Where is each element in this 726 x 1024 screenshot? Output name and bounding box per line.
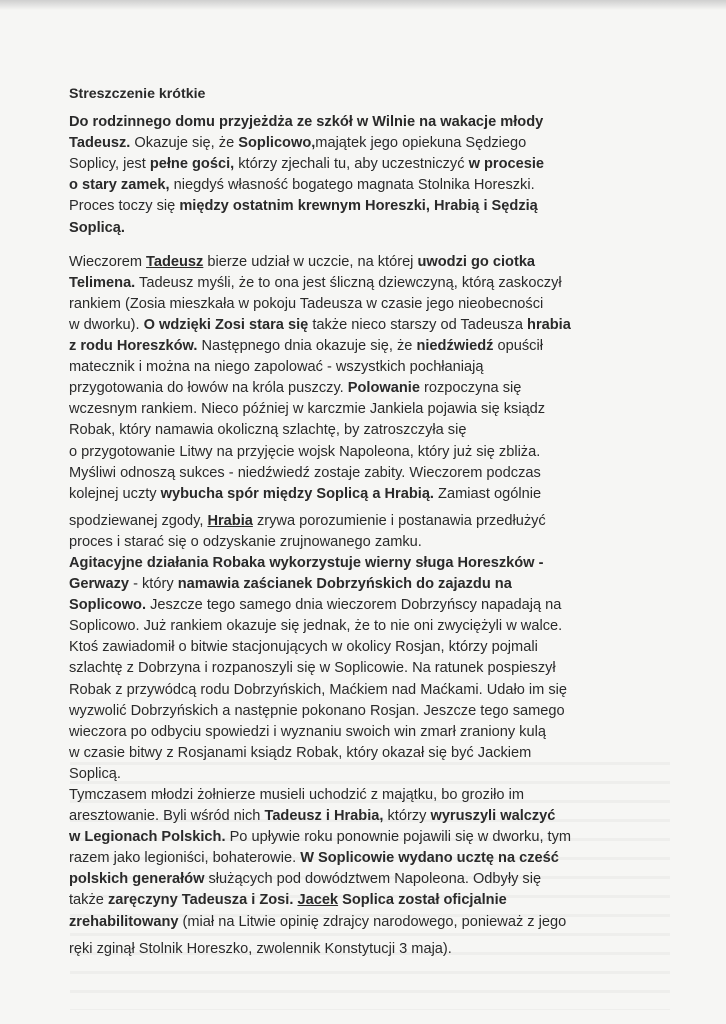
text-line xyxy=(69,420,669,441)
text-run: służących pod dowództwem Napoleona. Odbyły się xyxy=(204,871,542,888)
text-line xyxy=(69,112,669,133)
text-line xyxy=(69,273,669,294)
text-line xyxy=(69,196,669,217)
text-run: rozpoczyna się xyxy=(419,380,522,397)
bold-text: w Legionach Polskich. xyxy=(69,829,226,846)
text-line xyxy=(69,616,669,637)
paragraph xyxy=(69,112,669,239)
bold-text: uwodzi go ciotka xyxy=(417,253,536,270)
text-run: także xyxy=(69,892,108,909)
text-run: którzy xyxy=(383,808,431,825)
text-run: opuścił xyxy=(493,338,543,355)
bold-text: O wdzięki Zosi stara się xyxy=(143,316,309,333)
text-line xyxy=(69,939,669,960)
text-line xyxy=(69,890,669,911)
bold-text: Tadeusz xyxy=(146,253,204,270)
text-line xyxy=(69,785,669,806)
text-run: bierze udział w uczcie, na której xyxy=(203,253,418,270)
bold-text: namawia zaścianek Dobrzyńskich do zajazdu na xyxy=(177,576,512,593)
bold-text: wybucha spór między Soplicą a Hrabią. xyxy=(160,485,434,502)
text-run: Robak, który namawia okoliczną szlachtę, by zatroszczyła się xyxy=(69,422,467,439)
bold-text: Do rodzinnego domu przyjeżdża ze szkół w Wilnie na wakacje młody xyxy=(69,114,544,131)
bold-text: z rodu Horeszków. xyxy=(69,338,198,355)
text-line xyxy=(69,848,669,869)
text-line xyxy=(69,553,669,574)
text-run: Proces toczy się xyxy=(69,198,180,215)
bold-text: Telimena. xyxy=(69,274,136,291)
bold-text: Agitacyjne działania Robaka wykorzystuje wierny sługa Horeszków - xyxy=(69,554,544,571)
document-page xyxy=(69,84,669,973)
text-run: Tymczasem młodzi żołnierze musieli uchodzić z majątku, bo groziło im xyxy=(69,787,524,803)
text-run: niegdyś własność bogatego magnata Stolnika Horeszki. xyxy=(169,177,535,194)
text-run: Tadeusz myśli, że to ona jest śliczną dziewczyną, którą zaskoczył xyxy=(135,274,562,291)
text-run: majątek jego opiekuna Sędziego xyxy=(315,135,527,152)
text-line xyxy=(69,378,669,399)
bold-text: między ostatnim krewnym Horeszki, Hrabią i Sędzią xyxy=(179,198,538,215)
bold-text: zrehabilitowany xyxy=(69,913,179,930)
text-run: Soplicowo. Już rankiem okazuje się jednak, że to nie oni zwyciężyli w walce. xyxy=(69,618,563,635)
text-run: kolejnej uczty xyxy=(69,485,161,502)
bold-text: Polowanie xyxy=(347,380,420,397)
text-run: wieczora po odbyciu spowiedzi i wyznaniu swoich win zmarł zraniony kulą xyxy=(69,723,546,740)
text-run: zrywa porozumienie i postanawia przedłużyć xyxy=(252,512,546,529)
text-run: - który xyxy=(129,576,178,593)
paragraph xyxy=(69,252,669,960)
text-run: którzy zjechali tu, aby uczestniczyć xyxy=(234,156,469,173)
text-run: Wieczorem xyxy=(69,253,147,270)
text-run: Następnego dnia okazuje się, że xyxy=(197,338,417,355)
text-line xyxy=(69,218,669,239)
text-line xyxy=(69,294,669,315)
text-line xyxy=(69,399,669,420)
text-line xyxy=(69,336,669,357)
bold-text: Hrabia xyxy=(207,512,253,529)
text-run: Ktoś zawiadomił o bitwie stacjonujących w okolicy Rosjan, którzy pojmali xyxy=(69,639,538,656)
text-line xyxy=(69,463,669,484)
text-run: przygotowania do łowów na króla puszczy. xyxy=(69,380,348,397)
text-line xyxy=(69,574,669,595)
text-run: Okazuje się, że xyxy=(130,135,239,152)
text-line xyxy=(69,175,669,196)
text-run: rankiem (Zosia mieszkała w pokoju Tadeusza w czasie jego nieobecności xyxy=(69,295,544,312)
text-run: wyzwolić Dobrzyńskich a następnie pokonano Rosjan. Jeszcze tego samego xyxy=(69,702,565,719)
bold-text: Soplicą. xyxy=(69,219,125,236)
text-line xyxy=(69,827,669,848)
text-line xyxy=(69,912,669,933)
text-run: także nieco starszy od Tadeusza xyxy=(308,316,528,333)
text-line xyxy=(69,722,669,743)
text-run: razem jako legioniści, bohaterowie. xyxy=(69,850,301,867)
text-line xyxy=(69,252,669,273)
text-run: Soplicą. xyxy=(69,765,121,782)
scan-shadow xyxy=(0,0,726,10)
text-line xyxy=(69,658,669,679)
text-line xyxy=(69,701,669,722)
text-line xyxy=(69,511,669,532)
text-line xyxy=(69,133,669,154)
text-run: proces i starać się o odzyskanie zrujnowanego zamku. xyxy=(69,533,422,550)
text-run: Robak z przywódcą rodu Dobrzyńskich, Maćkiem nad Maćkami. Udało im się xyxy=(69,681,567,698)
bold-text: Soplica został oficjalnie xyxy=(338,892,507,909)
text-line xyxy=(69,764,669,785)
text-line xyxy=(69,442,669,463)
text-run: w dworku). xyxy=(69,316,144,333)
text-run: Soplicy, jest xyxy=(69,156,150,173)
bold-text: wyruszyli walczyć xyxy=(430,808,556,825)
text-run: Jeszcze tego samego dnia wieczorem Dobrzyńscy napadają na xyxy=(146,597,562,614)
text-run: spodziewanej zgody, xyxy=(69,512,208,529)
bold-text: hrabia xyxy=(527,316,571,333)
bold-text: Tadeusz i Hrabia, xyxy=(264,808,384,825)
bold-text: polskich generałów xyxy=(69,871,205,888)
text-run: ręki zginął Stolnik Horeszko, zwolennik Konstytucji 3 maja). xyxy=(69,940,452,957)
text-line xyxy=(69,869,669,890)
text-line xyxy=(69,743,669,764)
text-line xyxy=(69,484,669,505)
bold-text: Soplicowo. xyxy=(69,597,147,614)
text-run: Po upływie roku ponownie pojawili się w dworku, tym xyxy=(225,829,572,846)
text-run: o przygotowanie Litwy na przyjęcie wojsk Napoleona, który już się zbliża. xyxy=(69,443,541,460)
text-run: Myśliwi odnoszą sukces - niedźwiedź zostaje zabity. Wieczorem podczas xyxy=(69,464,541,481)
text-run: Zamiast ogólnie xyxy=(433,485,542,502)
text-run: (miał na Litwie opinię zdrajcy narodowego, ponieważ z jego xyxy=(178,913,567,930)
text-line xyxy=(69,806,669,827)
text-line xyxy=(69,154,669,175)
bold-text: Jacek xyxy=(297,892,339,909)
page-title: Streszczenie krótkie xyxy=(69,86,206,102)
bold-text: w procesie xyxy=(468,156,545,173)
bold-text: Tadeusz. xyxy=(69,135,131,152)
bold-text: Soplicowo, xyxy=(238,135,316,152)
text-run: matecznik i można na niego zapolować - wszystkich pochłaniają xyxy=(69,359,484,376)
text-run: aresztowanie. Byli wśród nich xyxy=(69,808,265,825)
text-run: szlachtę z Dobrzyna i rozpanoszyli się w Soplicowie. Na ratunek pospieszył xyxy=(69,660,556,677)
text-line xyxy=(69,595,669,616)
bold-text: zaręczyny Tadeusza i Zosi. xyxy=(107,892,294,909)
text-run: wczesnym rankiem. Nieco później w karczmie Jankiela pojawia się ksiądz xyxy=(69,401,546,418)
bold-text: pełne gości, xyxy=(149,156,235,173)
text-line xyxy=(69,532,669,553)
document-body xyxy=(69,112,669,960)
text-line xyxy=(69,680,669,701)
text-run: w czasie bitwy z Rosjanami ksiądz Robak, który okazał się być Jackiem xyxy=(69,744,532,761)
bold-text: Gerwazy xyxy=(69,576,130,593)
bold-text: o stary zamek, xyxy=(69,177,170,194)
text-line xyxy=(69,637,669,658)
bold-text: W Soplicowie wydano ucztę na cześć xyxy=(300,850,559,867)
text-line xyxy=(69,357,669,378)
text-line xyxy=(69,315,669,336)
bold-text: niedźwiedź xyxy=(416,338,494,355)
